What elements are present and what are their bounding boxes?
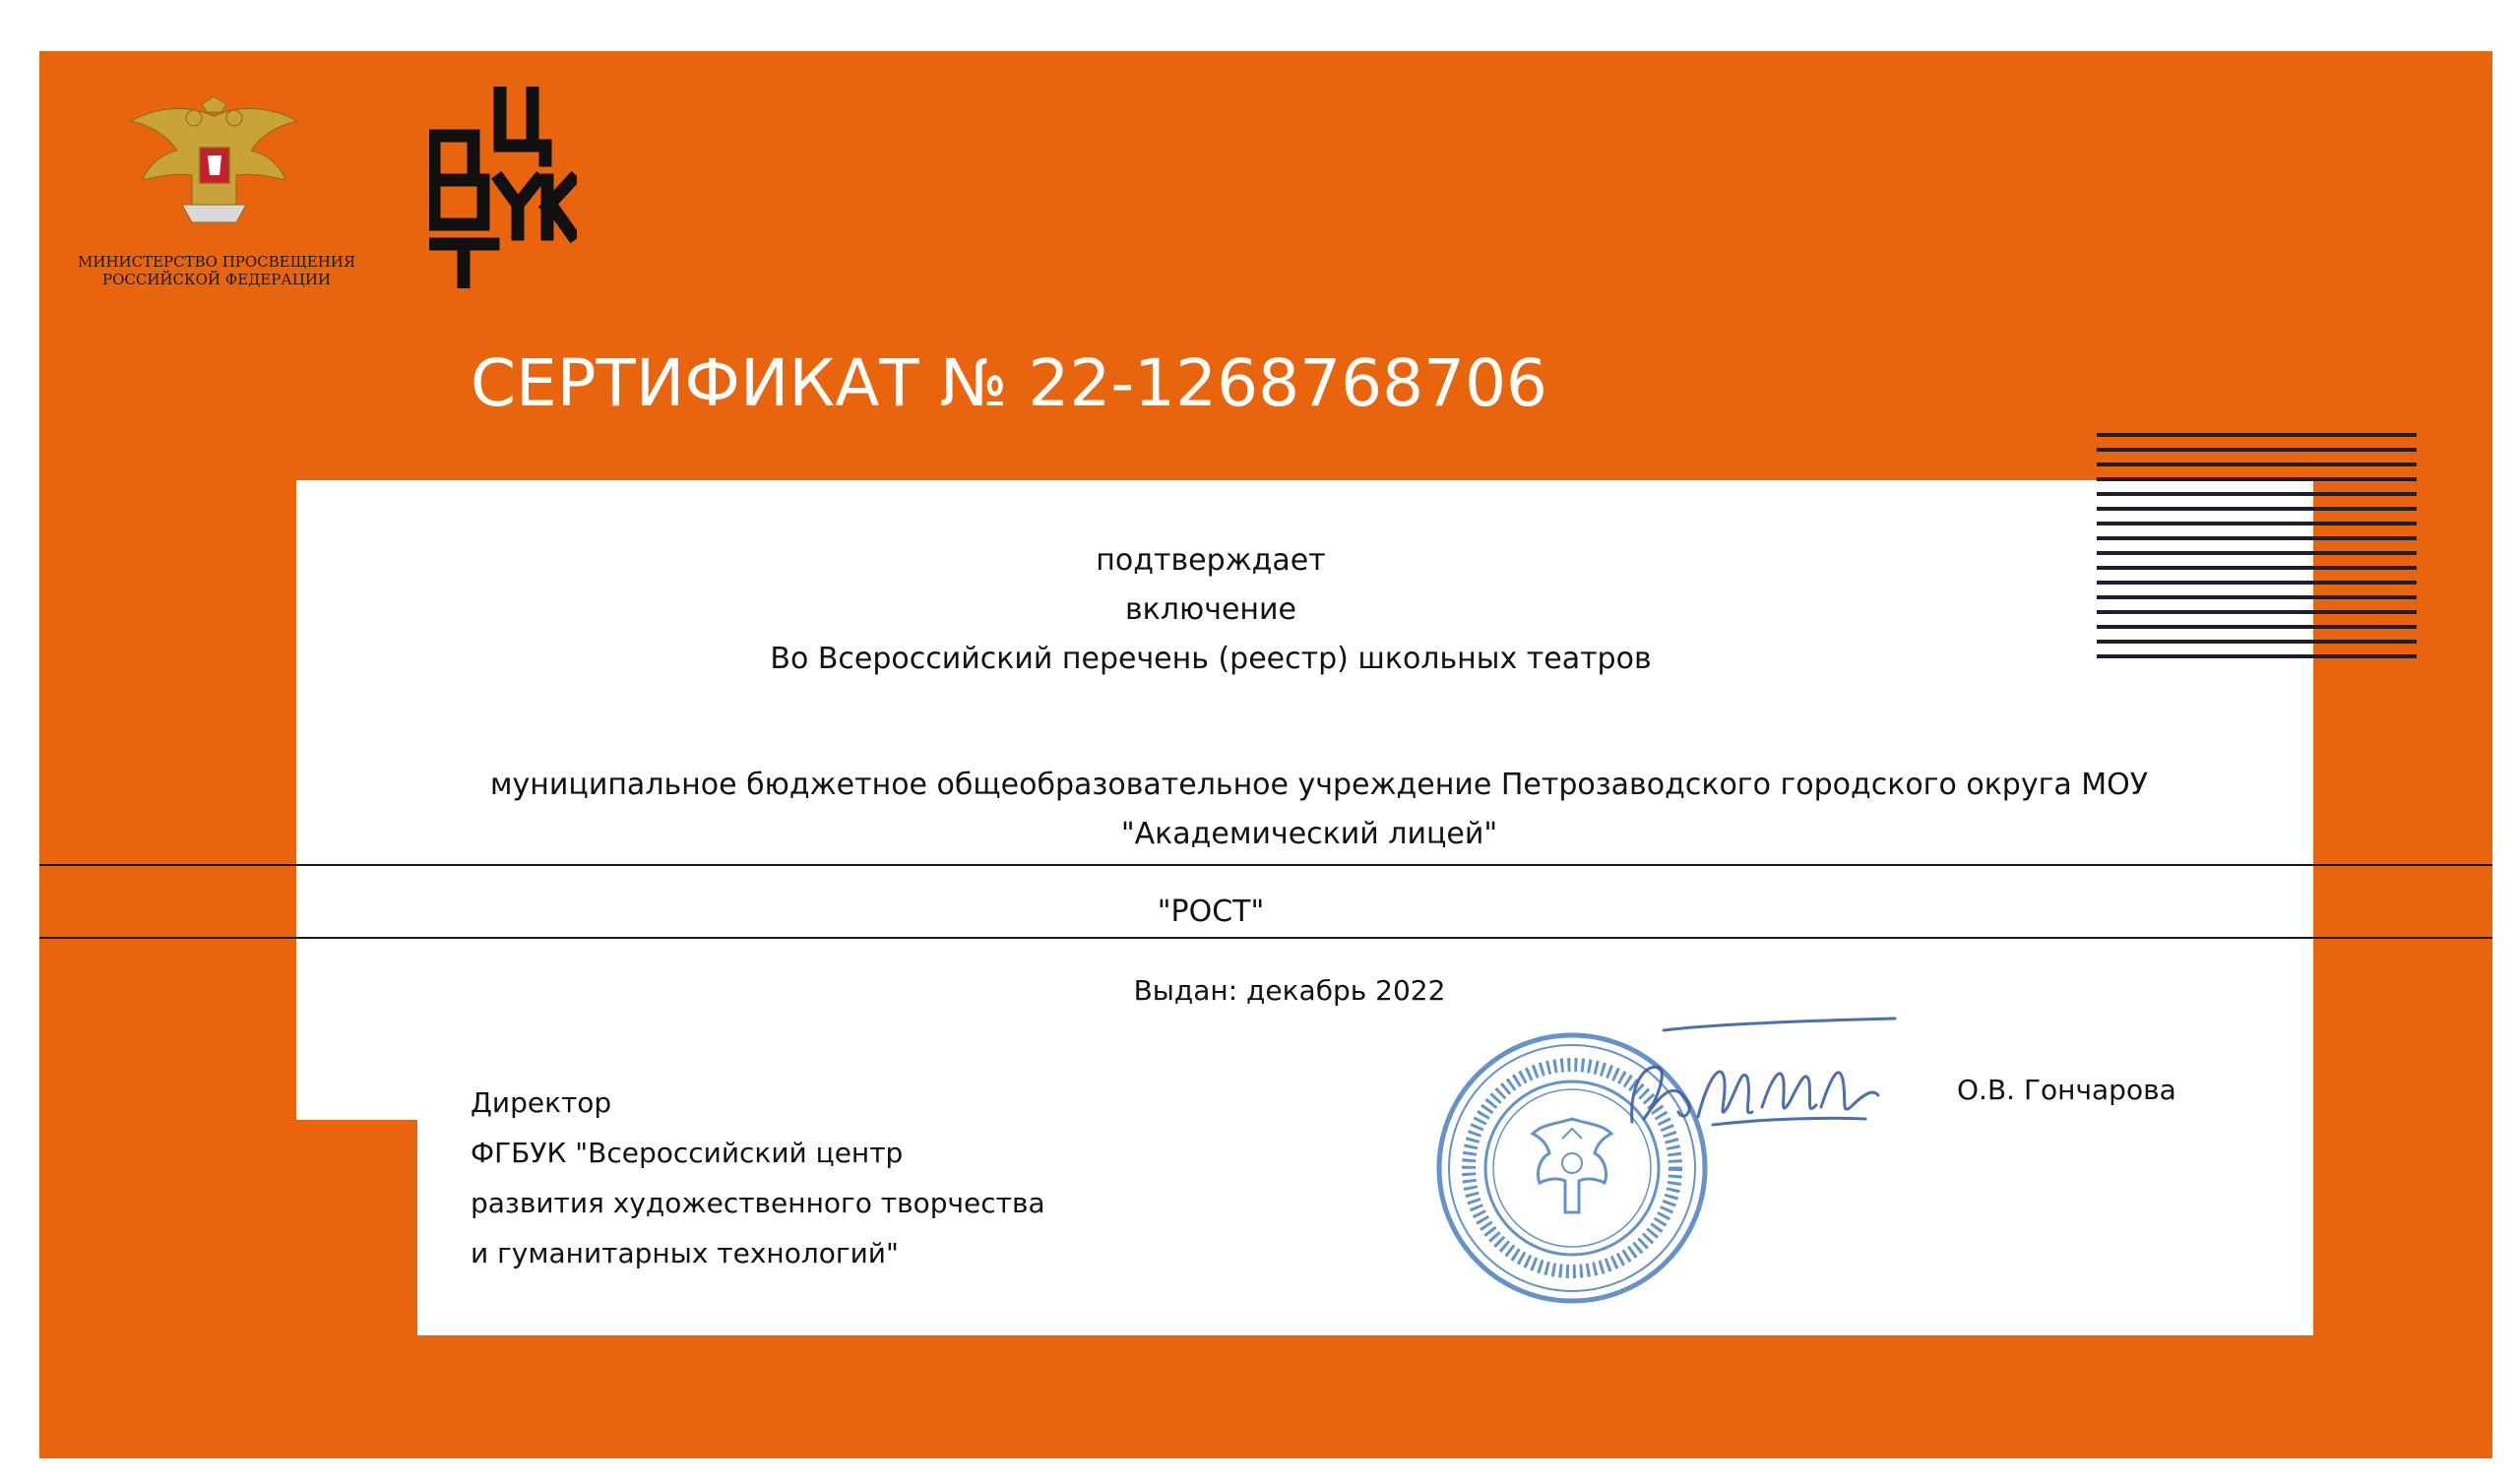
double-headed-eagle-icon (123, 96, 305, 229)
signature-icon (1614, 1009, 1910, 1156)
signatory-position-line1: Директор (471, 1086, 612, 1119)
ministry-name-line2: РОССИЙСКОЙ ФЕДЕРАЦИИ (102, 271, 331, 288)
ministry-name (59, 253, 374, 288)
decorative-stripes (2097, 433, 2417, 659)
signatory-position-line4: и гуманитарных технологий" (471, 1237, 899, 1269)
organization-line1: муниципальное бюджетное общеобразовательное учреждение Петрозаводского городского округа МОУ (489, 768, 2149, 802)
signatory-position-line2: ФГБУК "Всероссийский центр (471, 1137, 904, 1169)
ministry-name-line1: МИНИСТЕРСТВО ПРОСВЕЩЕНИЯ (78, 253, 355, 271)
inclusion-text: включение (1125, 592, 1296, 627)
signatory-name: О.В. Гончарова (1957, 1074, 2176, 1106)
confirms-text: подтверждает (1096, 543, 1326, 578)
issued-date: Выдан: декабрь 2022 (1133, 974, 1446, 1007)
certificate-title: СЕРТИФИКАТ № 22-1268768706 (470, 345, 1548, 421)
theatre-bottom-rule (39, 937, 2492, 939)
signatory-position-line3: развития художественного творчества (471, 1187, 1045, 1219)
organization-line2: "Академический лицей" (1120, 817, 1498, 851)
vcht-logo-icon (429, 87, 577, 288)
registry-text: Во Всероссийский перечень (реестр) школьных театров (770, 642, 1652, 676)
signatory-position (471, 1078, 1045, 1278)
theatre-top-rule (39, 864, 2492, 866)
theatre-name: "РОСТ" (1157, 895, 1265, 929)
